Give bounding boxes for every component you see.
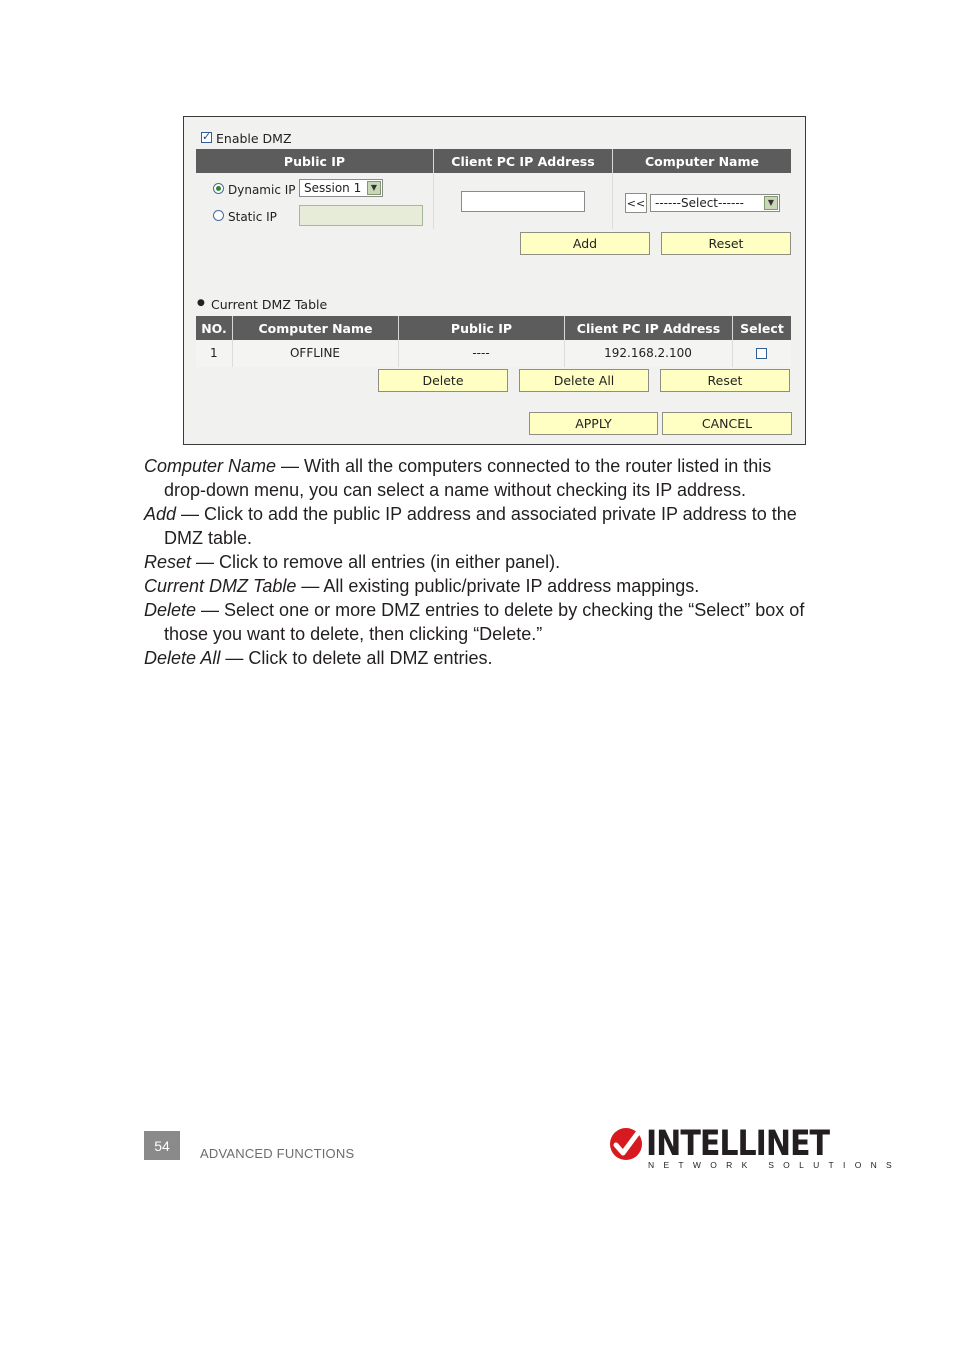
- reset-table-button[interactable]: Reset: [660, 369, 790, 392]
- description-current-dmz-table: [144, 574, 844, 598]
- table-header-no: NO.: [196, 316, 232, 340]
- apply-button[interactable]: APPLY: [529, 412, 658, 435]
- column-divider: [433, 173, 434, 229]
- definition: — Click to add the public IP address and associated private IP address to the: [176, 504, 797, 524]
- row-select-checkbox[interactable]: [756, 348, 767, 359]
- row-number: 1: [210, 346, 218, 360]
- computer-name-select-value: ------Select------: [655, 196, 744, 210]
- definition: — Click to remove all entries (in either panel).: [191, 552, 561, 572]
- description-computer-name: [144, 454, 844, 502]
- reset-button[interactable]: Reset: [661, 232, 791, 255]
- table-header-select: Select: [732, 316, 791, 340]
- term: Add: [144, 504, 177, 524]
- definition: — Select one or more DMZ entries to delete by checking the “Select” box of: [196, 600, 805, 620]
- cancel-button[interactable]: CANCEL: [662, 412, 792, 435]
- section-title: ADVANCED FUNCTIONS: [200, 1146, 355, 1161]
- logo-tagline: NETWORK SOLUTIONS: [648, 1160, 902, 1170]
- header-public-ip: Public IP: [196, 149, 433, 173]
- static-ip-radio[interactable]: [213, 210, 224, 221]
- definition-continued: those you want to delete, then clicking “Delete.”: [164, 624, 543, 644]
- dynamic-ip-radio[interactable]: [213, 183, 224, 194]
- definition: — With all the computers connected to the router listed in this: [276, 456, 772, 476]
- term: Computer Name: [144, 456, 277, 476]
- bullet-icon: ●: [197, 298, 205, 308]
- copy-to-ip-button[interactable]: <<: [625, 193, 647, 213]
- dynamic-ip-label: Dynamic IP: [228, 183, 296, 197]
- header-computer-name: Computer Name: [612, 149, 791, 173]
- table-header-public-ip: Public IP: [398, 316, 564, 340]
- definition-continued: DMZ table.: [164, 528, 253, 548]
- column-divider: [612, 173, 613, 229]
- static-ip-label: Static IP: [228, 210, 277, 224]
- column-divider: [732, 340, 733, 367]
- header-client-pc-ip: Client PC IP Address: [433, 149, 612, 173]
- row-computer-name: OFFLINE: [289, 346, 341, 360]
- term: Delete: [144, 600, 197, 620]
- definition: — Click to delete all DMZ entries.: [220, 648, 493, 668]
- client-pc-ip-input[interactable]: [461, 191, 585, 212]
- delete-all-button[interactable]: Delete All: [519, 369, 649, 392]
- row-public-ip: ----: [472, 346, 490, 360]
- computer-name-select[interactable]: [650, 194, 780, 212]
- table-header-computer-name: Computer Name: [232, 316, 398, 340]
- page-number: 54: [144, 1131, 180, 1160]
- description-delete: [144, 598, 844, 646]
- logo-name: INTELLINET: [646, 1124, 830, 1164]
- definition-continued: drop-down menu, you can select a name without checking its IP address.: [164, 480, 746, 500]
- checkmark-circle-icon: [608, 1124, 646, 1164]
- table-header-client-ip: Client PC IP Address: [564, 316, 732, 340]
- static-ip-input[interactable]: [299, 205, 423, 226]
- session-select[interactable]: [299, 179, 383, 197]
- term: Current DMZ Table: [144, 576, 297, 596]
- enable-dmz-label: Enable DMZ: [216, 131, 292, 146]
- current-dmz-table-title: Current DMZ Table: [211, 297, 328, 312]
- enable-dmz-checkbox[interactable]: [201, 132, 212, 143]
- definition: — All existing public/private IP address mappings.: [296, 576, 700, 596]
- delete-button[interactable]: Delete: [378, 369, 508, 392]
- row-client-ip: 192.168.2.100: [604, 346, 692, 360]
- description-add: [144, 502, 844, 550]
- add-button[interactable]: Add: [520, 232, 650, 255]
- session-select-value: Session 1: [304, 181, 362, 195]
- dmz-settings-panel: [183, 116, 806, 445]
- description-reset: [144, 550, 844, 574]
- chevron-down-icon: ▼: [367, 181, 381, 195]
- description-delete-all: [144, 646, 844, 670]
- term: Reset: [144, 552, 192, 572]
- term: Delete All: [144, 648, 221, 668]
- chevron-down-icon: ▼: [764, 196, 778, 210]
